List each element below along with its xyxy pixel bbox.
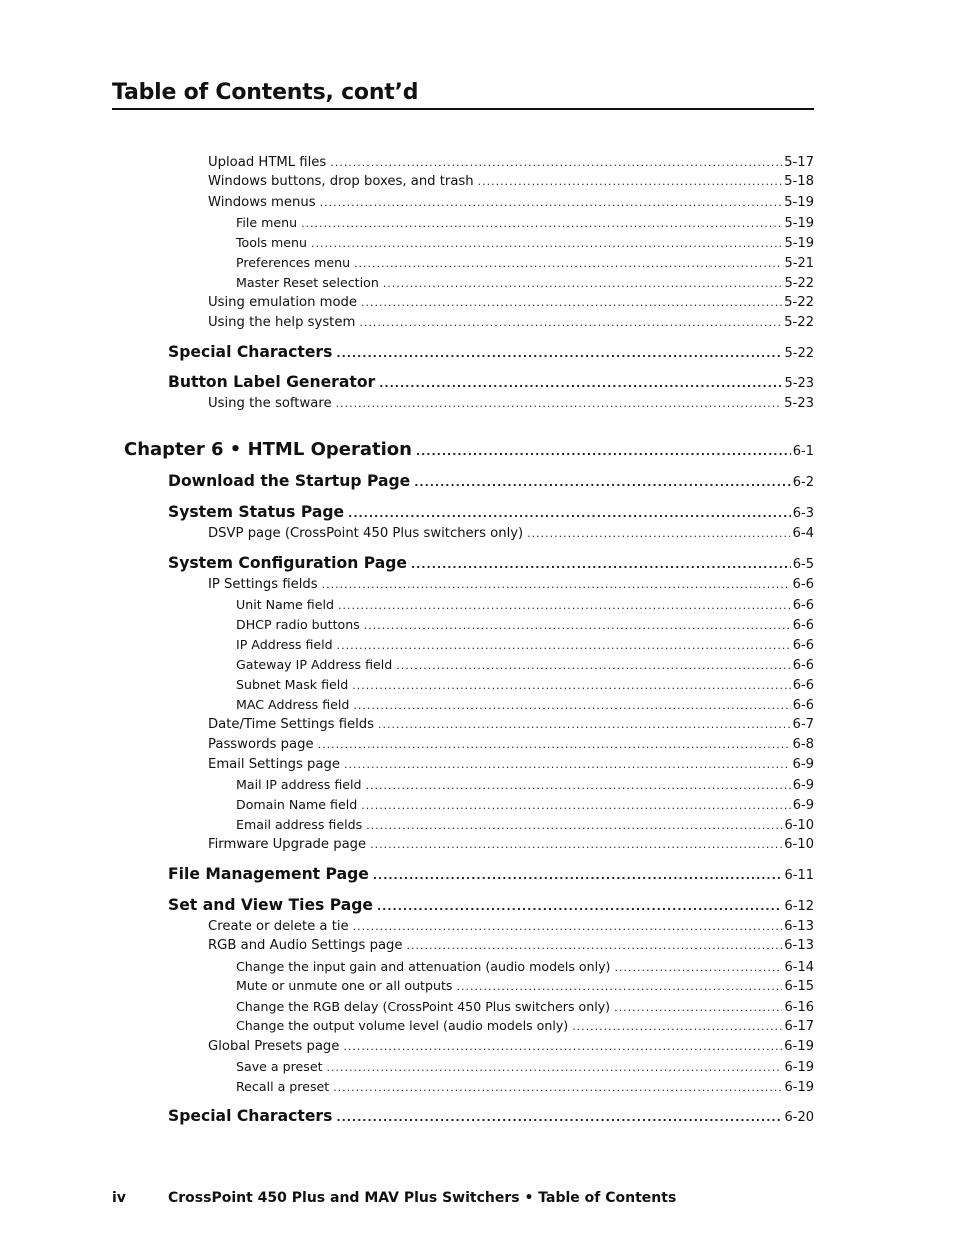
toc-entry[interactable] <box>208 737 814 752</box>
toc-entry-page: 6-15 <box>784 979 814 994</box>
toc-entry-label: Change the output volume level (audio models only) <box>236 1018 569 1033</box>
toc-section[interactable] <box>168 554 814 572</box>
toc-entry-label: IP Address field <box>236 637 333 652</box>
toc-entry-page: 6-4 <box>792 526 814 541</box>
toc-chapter[interactable] <box>124 439 814 460</box>
toc-entry-label: Passwords page <box>208 737 314 752</box>
toc-entry-page: 6-6 <box>792 618 814 633</box>
toc-entry-page: 6-6 <box>792 678 814 693</box>
toc-entry-label: Recall a preset <box>236 1079 330 1094</box>
toc-entry-label: Upload HTML files <box>208 155 327 170</box>
toc-section-label: System Status Page <box>168 503 345 521</box>
toc-entry-label: Global Presets page <box>208 1039 340 1054</box>
toc-entry-label: File menu <box>236 215 298 230</box>
toc-entry[interactable] <box>236 657 814 673</box>
toc-entry[interactable] <box>208 837 814 852</box>
toc-entry[interactable] <box>236 1079 814 1095</box>
toc-entry-label: Mail IP address field <box>236 777 362 792</box>
page-footer <box>112 1190 676 1206</box>
toc-entry[interactable] <box>208 195 814 210</box>
toc-entry[interactable] <box>208 295 814 310</box>
toc-entry-label: Unit Name field <box>236 597 334 612</box>
toc-section[interactable] <box>168 343 814 361</box>
toc-entry[interactable] <box>208 757 814 772</box>
toc-section-page: 5-23 <box>784 376 814 391</box>
toc-section-page: 6-20 <box>784 1110 814 1125</box>
toc-entry-page: 5-19 <box>784 216 814 231</box>
page-title: Table of Contents, cont’d <box>112 80 814 110</box>
toc-entry-label: Windows menus <box>208 195 316 210</box>
toc-entry-page: 6-10 <box>784 818 814 833</box>
toc-entry-label: MAC Address field <box>236 697 350 712</box>
toc-entry-label: Change the RGB delay (CrossPoint 450 Plus switchers only) <box>236 999 611 1014</box>
toc-entry-page: 6-9 <box>792 778 814 793</box>
toc-entry-page: 5-23 <box>784 396 814 411</box>
toc-entry[interactable] <box>208 717 814 732</box>
toc-entry-page: 5-17 <box>784 155 814 170</box>
toc-section-page: 6-2 <box>792 475 814 490</box>
toc-entry-label: IP Settings fields <box>208 577 318 592</box>
toc-section[interactable] <box>168 896 814 914</box>
toc-entry[interactable] <box>236 1059 814 1075</box>
toc-entry[interactable] <box>236 999 814 1015</box>
toc-entry[interactable] <box>208 938 814 953</box>
toc-entry-label: Subnet Mask field <box>236 677 349 692</box>
toc-section[interactable] <box>168 373 814 391</box>
toc-section-label: Special Characters <box>168 343 333 361</box>
footer-text: CrossPoint 450 Plus and MAV Plus Switchers • Table of Contents <box>168 1190 677 1206</box>
toc-section-page: 6-5 <box>792 557 814 572</box>
toc-entry-page: 5-22 <box>784 276 814 291</box>
toc-entry-page: 6-19 <box>784 1060 814 1075</box>
toc-entry[interactable] <box>208 315 814 330</box>
toc-entry[interactable] <box>236 697 814 713</box>
toc-entry[interactable] <box>236 275 814 291</box>
toc-entry-page: 5-21 <box>784 256 814 271</box>
toc-entry[interactable] <box>236 637 814 653</box>
toc-entry-label: Save a preset <box>236 1059 323 1074</box>
toc-entry-label: Tools menu <box>236 235 308 250</box>
toc-entry-label: Master Reset selection <box>236 275 379 290</box>
toc-entry-label: Email address fields <box>236 817 363 832</box>
toc-entry[interactable] <box>236 215 814 231</box>
toc-entry-label: Using the help system <box>208 315 356 330</box>
toc-section-label: Special Characters <box>168 1107 333 1125</box>
toc-entry-label: DHCP radio buttons <box>236 617 360 632</box>
toc-entry[interactable] <box>236 255 814 271</box>
toc-entry-page: 6-9 <box>792 798 814 813</box>
toc-entry-page: 5-22 <box>784 315 814 330</box>
toc-entry-label: RGB and Audio Settings page <box>208 938 403 953</box>
toc-section-page: 6-11 <box>784 868 814 883</box>
toc-entry[interactable] <box>236 617 814 633</box>
toc-section-label: Set and View Ties Page <box>168 896 373 914</box>
toc-entry[interactable] <box>236 677 814 693</box>
footer-page-number: iv <box>112 1190 126 1206</box>
toc-entry-page: 6-19 <box>784 1080 814 1095</box>
toc-entry[interactable] <box>236 235 814 251</box>
toc-entry-page: 6-13 <box>784 938 814 953</box>
toc-chapter-label: Chapter 6 • HTML Operation <box>124 439 412 460</box>
toc-entry-label: Gateway IP Address field <box>236 657 393 672</box>
toc-section-label: File Management Page <box>168 865 369 883</box>
toc-entry-page: 5-19 <box>784 195 814 210</box>
toc-entry-page: 6-17 <box>784 1019 814 1034</box>
toc-entry[interactable] <box>236 978 814 994</box>
toc-entry[interactable] <box>236 1018 814 1034</box>
toc-entry-page: 6-13 <box>784 919 814 934</box>
toc-entry-page: 5-22 <box>784 295 814 310</box>
toc-entry[interactable] <box>236 817 814 833</box>
toc-entry-page: 6-8 <box>792 737 814 752</box>
toc-section-page: 6-3 <box>792 506 814 521</box>
toc-section[interactable] <box>168 503 814 521</box>
toc-entry-page: 6-6 <box>792 598 814 613</box>
toc-entry-page: 6-14 <box>784 960 814 975</box>
toc-entry-page: 6-16 <box>784 1000 814 1015</box>
toc-entry-label: Windows buttons, drop boxes, and trash <box>208 174 474 189</box>
toc-entry-page: 6-6 <box>792 658 814 673</box>
toc-entry-label: Firmware Upgrade page <box>208 837 367 852</box>
toc-entry-page: 6-6 <box>792 577 814 592</box>
toc-entry[interactable] <box>208 174 814 189</box>
toc-entry-page: 6-19 <box>784 1039 814 1054</box>
toc-entry-label: Create or delete a tie <box>208 919 349 934</box>
toc-entry-label: DSVP page (CrossPoint 450 Plus switchers only) <box>208 526 524 541</box>
toc-section[interactable] <box>168 865 814 883</box>
toc-section-page: 6-12 <box>784 899 814 914</box>
toc-entry-page: 6-6 <box>792 638 814 653</box>
toc-section-page: 5-22 <box>784 346 814 361</box>
toc-entry[interactable] <box>208 155 814 170</box>
toc-entry[interactable] <box>208 919 814 934</box>
toc-entry-label: Email Settings page <box>208 757 340 772</box>
toc-chapter-page: 6-1 <box>792 444 814 459</box>
toc-entry-page: 6-6 <box>792 698 814 713</box>
toc-entry-page: 6-10 <box>784 837 814 852</box>
toc-entry-page: 5-18 <box>784 174 814 189</box>
toc-entry[interactable] <box>208 1039 814 1054</box>
toc-entry-page: 6-7 <box>792 717 814 732</box>
toc-section-label: System Configuration Page <box>168 554 407 572</box>
toc-entry[interactable] <box>236 797 814 813</box>
toc-entry-label: Mute or unmute one or all outputs <box>236 978 453 993</box>
toc-entry-page: 5-19 <box>784 236 814 251</box>
toc-entry-label: Change the input gain and attenuation (audio models only) <box>236 959 611 974</box>
toc-section[interactable] <box>168 1107 814 1125</box>
toc-entry[interactable] <box>208 526 814 541</box>
toc-section-label: Button Label Generator <box>168 373 376 391</box>
toc-entry[interactable] <box>236 597 814 613</box>
toc-section[interactable] <box>168 472 814 490</box>
toc-entry[interactable] <box>208 577 814 592</box>
toc-entry-label: Preferences menu <box>236 255 351 270</box>
toc-entry-label: Using emulation mode <box>208 295 358 310</box>
toc-entry-page: 6-9 <box>792 757 814 772</box>
toc-entry[interactable] <box>236 777 814 793</box>
toc-entry-label: Date/Time Settings fields <box>208 717 375 732</box>
toc-entry[interactable] <box>208 396 814 411</box>
toc-section-label: Download the Startup Page <box>168 472 411 490</box>
toc-entry-label: Using the software <box>208 396 332 411</box>
toc-entry[interactable] <box>236 959 814 975</box>
toc-entry-label: Domain Name field <box>236 797 358 812</box>
